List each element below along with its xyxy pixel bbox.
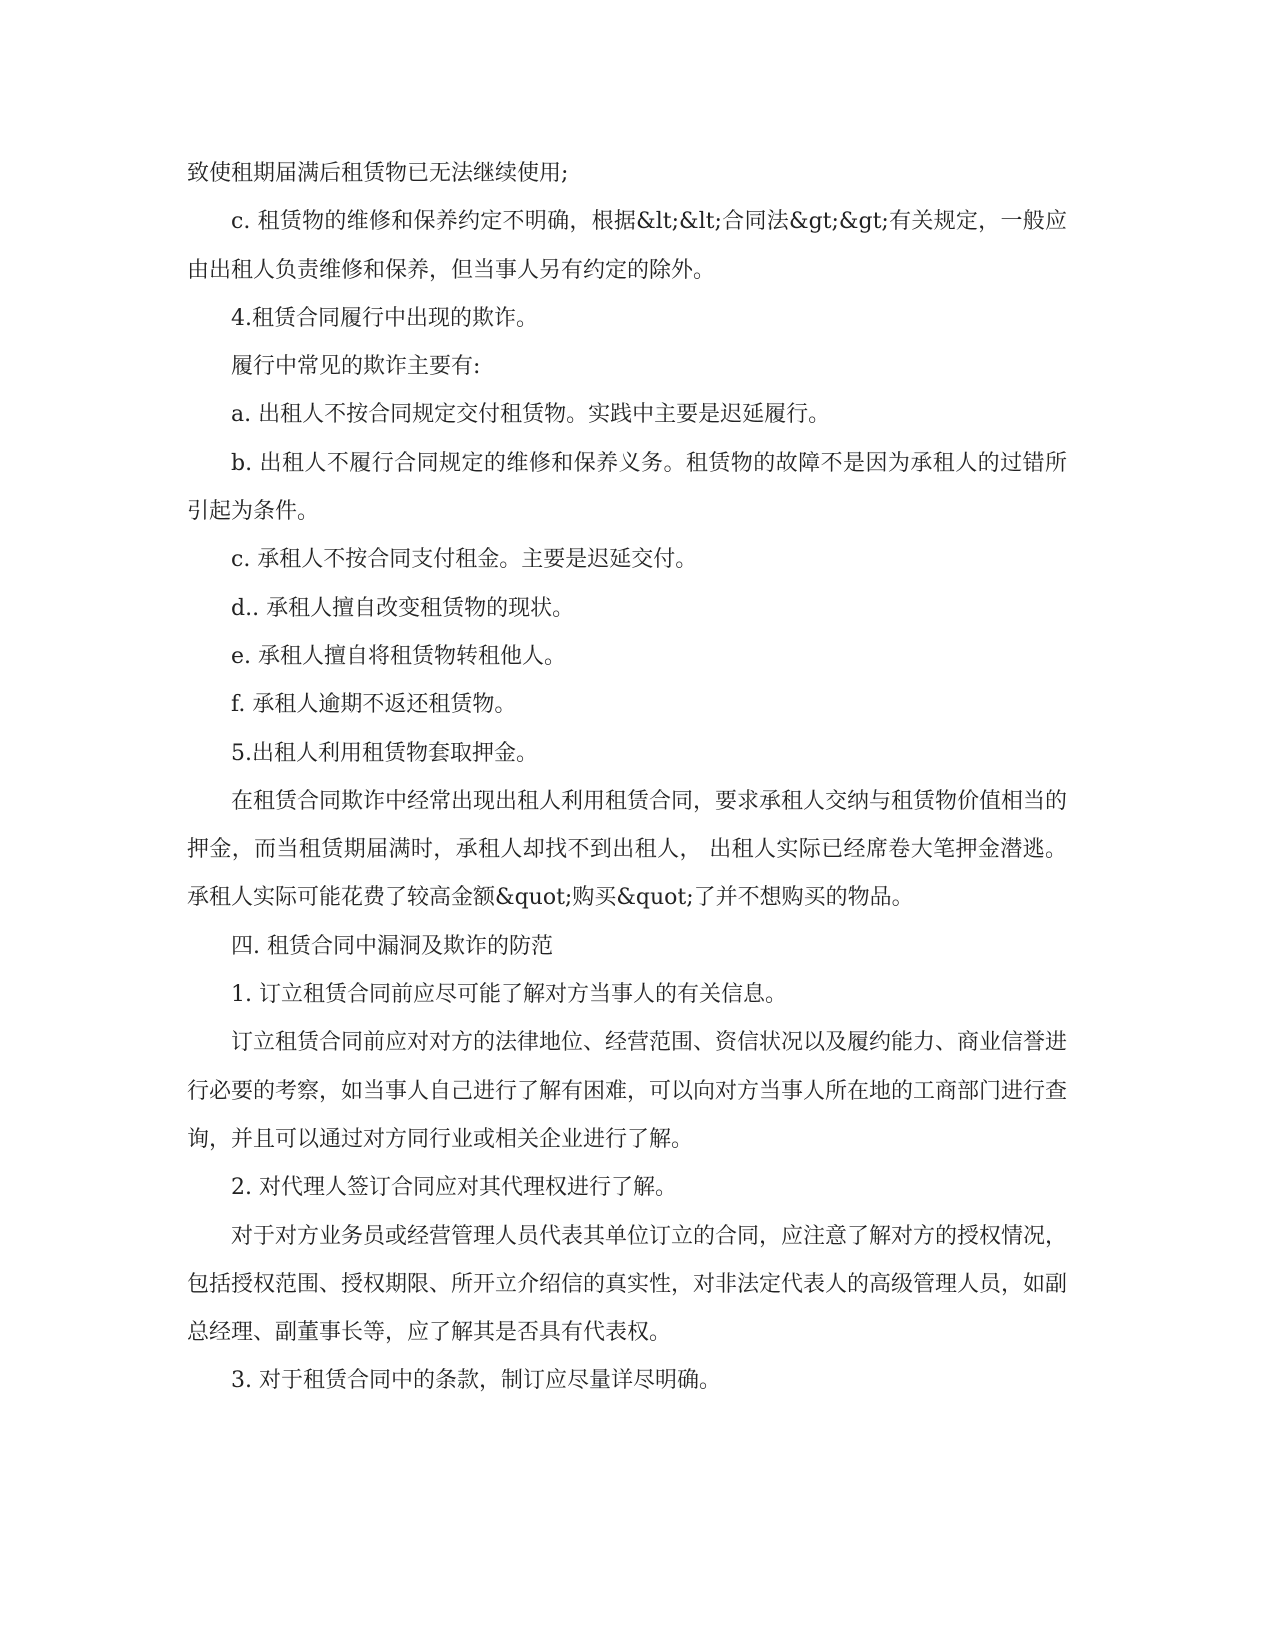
list-item: d.. 承租人擅自改变租赁物的现状。: [231, 595, 575, 621]
list-item: a. 出租人不按合同规定交付租赁物。实践中主要是迟延履行。: [231, 402, 831, 428]
section-heading: 5.出租人利用租赁物套取押金。: [231, 740, 538, 766]
list-item: c. 承租人不按合同支付租金。主要是迟延交付。: [231, 547, 698, 573]
section-heading: 四. 租赁合同中漏洞及欺诈的防范: [231, 933, 553, 959]
section-heading: 4.租赁合同履行中出现的欺诈。: [231, 305, 538, 331]
paragraph: 致使租期届满后租赁物已无法继续使用;: [187, 161, 569, 186]
list-item: e. 承租人擅自将租赁物转租他人。: [231, 643, 567, 669]
list-item: f. 承租人逾期不返还租赁物。: [231, 692, 517, 718]
list-item: b. 出租人不履行合同规定的维修和保养义务。租赁物的故障不是因为承租人的过错所引起为条件。: [187, 450, 1067, 525]
paragraph: 订立租赁合同前应对对方的法律地位、经营范围、资信状况以及履约能力、商业信誉进行必要的考察，如当事人自己进行了解有困难，可以向对方当事人所在地的工商部门进行查询，并且可以通过对方同行业或相关企业进行了解。: [187, 1030, 1068, 1152]
list-item: 3. 对于租赁合同中的条款，制订应尽量详尽明确。: [231, 1368, 721, 1394]
paragraph: 履行中常见的欺诈主要有:: [231, 354, 481, 380]
paragraph: 在租赁合同欺诈中经常出现出租人利用租赁合同，要求承租人交纳与租赁物价值相当的押金，而当租赁期届满时，承租人却找不到出租人， 出租人实际已经席卷大笔押金潜逃。承租人实际可能花费了较高金额&quot;购买&quot;了并不想购买的物品。: [187, 788, 1068, 911]
paragraph: c. 租赁物的维修和保养约定不明确，根据&lt;&lt;合同法&gt;&gt;有关规定，一般应由出租人负责维修和保养，但当事人另有约定的除外。: [187, 209, 1067, 283]
document-body: [187, 150, 1067, 1406]
list-item: 1. 订立租赁合同前应尽可能了解对方当事人的有关信息。: [231, 982, 787, 1008]
list-item: 2. 对代理人签订合同应对其代理权进行了解。: [231, 1175, 677, 1201]
paragraph: 对于对方业务员或经营管理人员代表其单位订立的合同，应注意了解对方的授权情况，包括授权范围、授权期限、所开立介绍信的真实性，对非法定代表人的高级管理人员，如副总经理、副董事长等，应了解其是否具有代表权。: [187, 1223, 1068, 1346]
